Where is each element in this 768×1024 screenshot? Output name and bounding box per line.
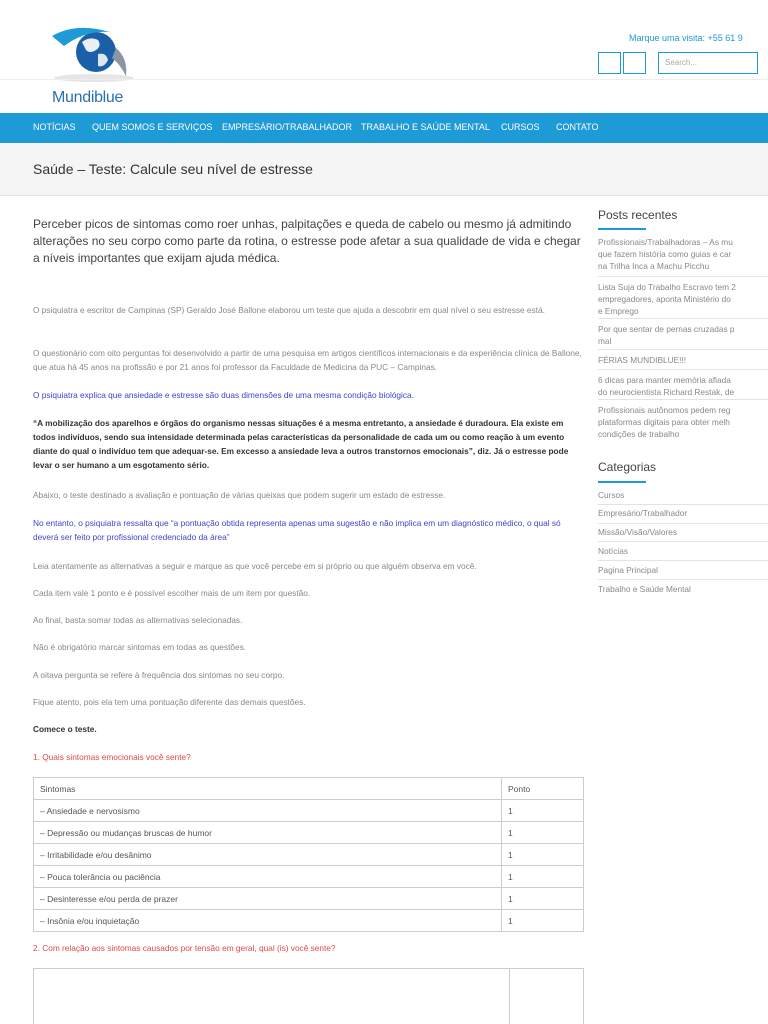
article-paragraph: Leia atentamente as alternativas a seguir e marque as que você percebe em si próprio ou que alguém observa em você. <box>33 561 477 571</box>
page-title-bar <box>0 143 768 196</box>
nav-item-empresario[interactable]: EMPRESÁRIO/TRABALHADOR <box>222 122 353 132</box>
table-cell: – Pouca tolerância ou paciência <box>34 866 502 888</box>
article-start-test: Comece o teste. <box>33 724 97 734</box>
main-nav <box>0 113 768 143</box>
table-cell: 1 <box>502 822 584 844</box>
categories-heading: Categorias <box>598 460 657 474</box>
page-title: Saúde – Teste: Calcule seu nível de estresse <box>33 161 313 177</box>
table-cell: 1 <box>502 866 584 888</box>
nav-item-quem-somos[interactable]: QUEM SOMOS E SERVIÇOS <box>92 122 213 132</box>
article-paragraph: O psiquiatra e escritor de Campinas (SP) Geraldo José Ballone elaborou um teste que ajuda a descobrir em qual nível o seu estresse está. <box>33 305 545 315</box>
table-cell: – Ansiedade e nervosismo <box>34 800 502 822</box>
table-row <box>34 822 584 844</box>
table-row <box>34 888 584 910</box>
recent-post-link[interactable]: Por que sentar de pernas cruzadas p mal <box>598 324 735 346</box>
category-link[interactable]: Empresário/Trabalhador <box>598 508 688 518</box>
table-cell: – Depressão ou mudanças bruscas de humor <box>34 822 502 844</box>
recent-post-link[interactable]: 6 dicas para manter memória afiada do neurocientista Richard Restak, de <box>598 375 735 397</box>
table-header-cell: Sintomas <box>34 778 502 800</box>
search-input[interactable]: Search... <box>658 52 758 74</box>
recent-post-link[interactable]: Lista Suja do Trabalho Escravo tem 2 empregadores, aponta Ministério do e Emprego <box>598 282 736 316</box>
globe-logo-icon[interactable] <box>46 24 146 84</box>
nav-item-noticias[interactable]: NOTÍCIAS <box>33 122 76 132</box>
article-paragraph: Não é obrigatório marcar sintomas em todas as questões. <box>33 642 247 652</box>
header-divider <box>0 79 768 80</box>
social-button-1[interactable] <box>598 52 621 74</box>
table-header-cell: Ponto <box>502 778 584 800</box>
nav-item-cursos[interactable]: CURSOS <box>501 122 540 132</box>
category-link[interactable]: Pagina Principal <box>598 565 658 575</box>
table-cell: 1 <box>502 800 584 822</box>
site-header <box>0 0 768 113</box>
table-row <box>34 866 584 888</box>
table-cell: 1 <box>502 888 584 910</box>
article-paragraph: O questionário com oito perguntas foi desenvolvido a partir de uma pesquisa em artigos científicos internacionais e da experiência clínica de Ballone, que atua há 45 anos na profissão e por 21 anos foi professor da Faculdade de Medicina da PUC – Campinas. <box>33 348 582 372</box>
brand-name[interactable]: Mundiblue <box>52 89 124 106</box>
heading-underline <box>598 228 646 230</box>
heading-underline <box>598 481 646 483</box>
article-paragraph: Cada item vale 1 ponto e é possível escolher mais de um item por questão. <box>33 588 311 598</box>
nav-item-contato[interactable]: CONTATO <box>556 122 599 132</box>
table-cell: – Insônia e/ou inquietação <box>34 910 502 932</box>
question-1: 1. Quais sintomas emocionais você sente? <box>33 752 191 762</box>
table-cell: 1 <box>502 844 584 866</box>
recent-post-link[interactable]: Profissionais autônomos pedem reg plataformas digitais para obter melh condições de trabalho <box>598 405 731 439</box>
question-2: 2. Com relação aos sintomas causados por tensão em geral, qual (is) você sente? <box>33 943 336 953</box>
table-cell: 1 <box>502 910 584 932</box>
article-paragraph: Abaixo, o teste destinado a avaliação e pontuação de várias queixas que podem sugerir um estado de estresse. <box>33 490 446 500</box>
article-intro: Perceber picos de sintomas como roer unhas, palpitações e queda de cabelo ou mesmo já admitindo alterações no seu corpo como parte da rotina, o estresse pode afetar a sua qualidade de vida e chegar a níveis importantes que exijam ajuda médica. <box>33 217 581 265</box>
category-link[interactable]: Missão/Visão/Valores <box>598 527 678 537</box>
nav-item-trabalho-saude[interactable]: TRABALHO E SAÚDE MENTAL <box>361 122 490 132</box>
recent-posts-heading: Posts recentes <box>598 208 678 222</box>
table-header-row <box>34 778 584 800</box>
table-cell: – Irritabilidade e/ou desânimo <box>34 844 502 866</box>
article-highlight: No entanto, o psiquiatra ressalta que “a pontuação obtida representa apenas uma sugestão e não implica em um diagnóstico médico, o qual só deverá ser feito por profissional credenciado da área” <box>33 518 561 542</box>
article-paragraph: Ao final, basta somar todas as alternativas selecionadas. <box>33 615 243 625</box>
category-link[interactable]: Notícias <box>598 546 628 556</box>
category-link[interactable]: Trabalho e Saúde Mental <box>598 584 691 594</box>
recent-post-link[interactable]: Profissionais/Trabalhadoras – As mu que fazem história como guias e car na Trilha Inca a Machu Picchu <box>598 237 733 271</box>
symptoms-table <box>33 777 584 932</box>
visit-phone-text: Marque uma visita: +55 61 9 <box>629 33 743 43</box>
article-paragraph: Fique atento, pois ela tem uma pontuação diferente das demais questões. <box>33 697 306 707</box>
category-link[interactable]: Cursos <box>598 490 625 500</box>
table-row <box>34 800 584 822</box>
social-button-2[interactable] <box>623 52 646 74</box>
table-row <box>34 910 584 932</box>
symptoms-table-2 <box>33 968 584 1024</box>
article-paragraph: A oitava pergunta se refere à frequência dos sintomas no seu corpo. <box>33 670 285 680</box>
table-row <box>34 844 584 866</box>
table-cell: – Desinteresse e/ou perda de prazer <box>34 888 502 910</box>
recent-post-link[interactable]: FÉRIAS MUNDIBLUE!!! <box>598 355 687 365</box>
article-quote: “A mobilização dos aparelhos e órgãos do organismo nessas situações é a mesma entretanto, a ansiedade é duradoura. Ela existe em todos indivíduos, sendo sua intensidade determinada pelas características da personalidade de cada um ou como reação à um evento diante do qual o indivíduo tem que adequar-se. Em excesso a ansiedade leva a outros transtornos emocionais”, diz. Já o estresse pode levar o ser humano a um esgotamento sério. <box>33 418 569 470</box>
article-highlight: O psiquiatra explica que ansiedade e estresse são duas dimensões de uma mesma condição biológica. <box>33 390 414 400</box>
